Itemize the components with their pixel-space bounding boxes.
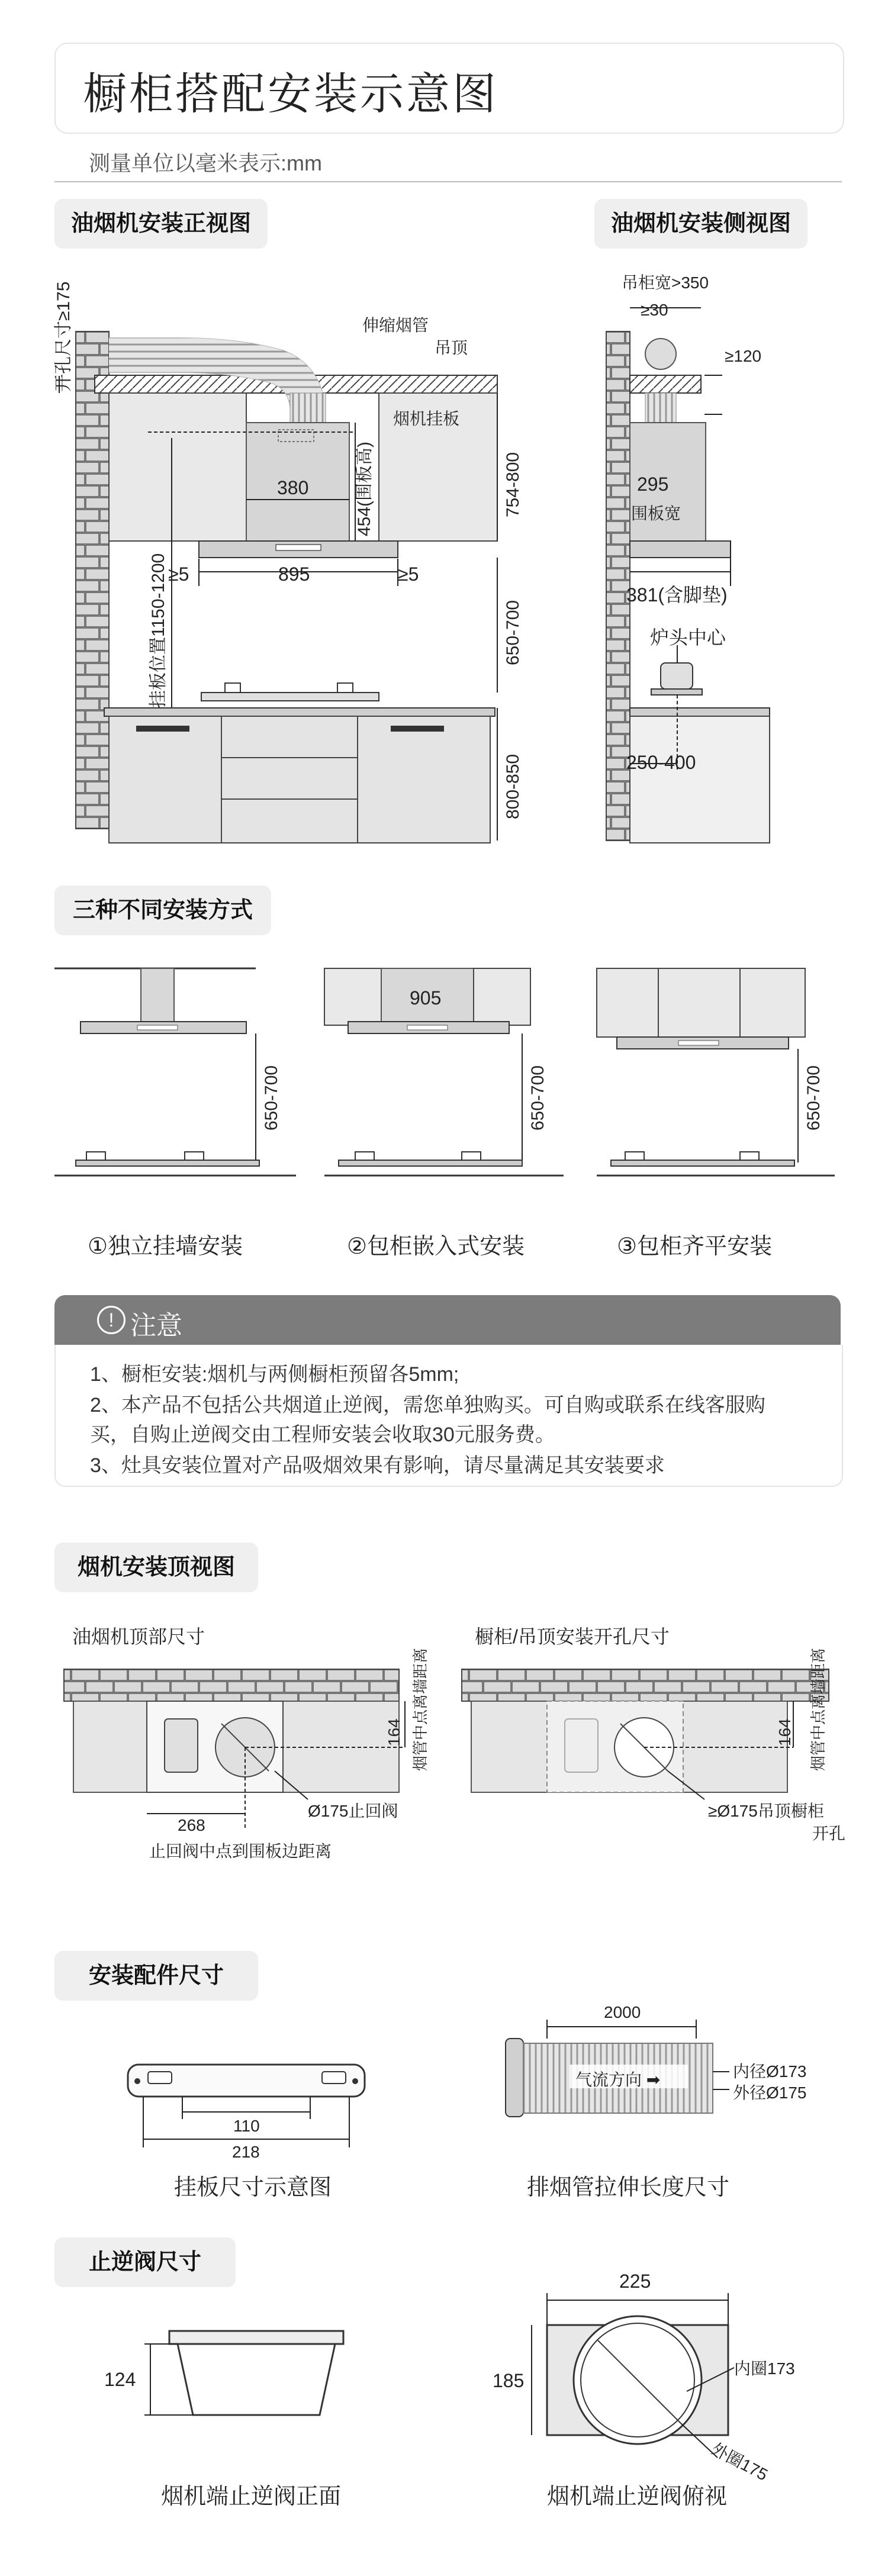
valve-dist-label: 止回阀中点到围板边距离	[149, 1842, 332, 1860]
top-right-title: 橱柜/吊顶安装开孔尺寸	[475, 1626, 670, 1647]
dim-218: 218	[232, 2143, 260, 2161]
dim-895: 895	[278, 564, 310, 585]
hole-label-2: 开孔	[812, 1824, 846, 1843]
dim-380: 380	[277, 477, 309, 498]
unit-note: 测量单位以毫米表示:mm	[89, 151, 322, 175]
notice-line-3: 买，自购止逆阀交由工程师安装会收取30元服务费。	[90, 1424, 555, 1446]
duct-caption: 排烟管拉伸长度尺寸	[527, 2175, 730, 2200]
front-view-heading: 油烟机安装正视图	[54, 199, 268, 249]
dim-185: 185	[493, 2370, 525, 2391]
method3-dim: 650-700	[804, 1065, 823, 1131]
hole-size-label: 开孔尺寸≥175	[54, 281, 73, 392]
dim-110: 110	[233, 2117, 260, 2135]
dim-650-700-front: 650-700	[503, 600, 523, 665]
valve-front-caption: 烟机端止逆阀正面	[161, 2484, 342, 2509]
outer-ring-label: 外圈175	[708, 2439, 771, 2484]
dim-250-400: 250-400	[626, 752, 696, 773]
gap-left: ≥5	[168, 564, 189, 585]
method3-caption: ③包柜齐平安装	[617, 1234, 773, 1259]
dim-381: 381(含脚垫)	[626, 584, 728, 606]
dist-label-right: 烟管中点离墙距离	[809, 1647, 827, 1771]
airflow-label	[575, 2067, 660, 2091]
plate-caption: 挂板尺寸示意图	[174, 2175, 332, 2200]
dim-454: 454(围板高)	[355, 441, 374, 536]
inner-ring-label: 内圈173	[734, 2359, 795, 2378]
method1-caption: ①独立挂墙安装	[88, 1234, 243, 1259]
method2-dim: 650-700	[528, 1065, 548, 1131]
notice-title: 注意	[130, 1311, 182, 1340]
gap-right: ≥5	[398, 564, 419, 585]
accessories-heading: 安装配件尺寸	[54, 1951, 258, 2001]
dim-225: 225	[619, 2271, 651, 2292]
dim-124: 124	[104, 2369, 136, 2390]
dist-label-left: 烟管中点离墙距离	[411, 1647, 429, 1771]
hole-label-1: ≥Ø175吊顶橱柜	[708, 1802, 824, 1820]
top-left-title: 油烟机顶部尺寸	[72, 1626, 205, 1647]
method2-caption: ②包柜嵌入式安装	[347, 1234, 525, 1259]
dim-164-left: 164	[385, 1718, 403, 1746]
method1-dim: 650-700	[262, 1065, 281, 1131]
plate-position: 挂板位置1150-1200	[149, 553, 168, 708]
dim-268: 268	[178, 1816, 205, 1834]
ceiling-label: 吊顶	[435, 339, 468, 357]
dim-905: 905	[410, 987, 442, 1009]
page-title: 橱柜搭配安装示意图	[83, 69, 498, 118]
dim-164-right: 164	[776, 1718, 794, 1746]
valve-top-caption: 烟机端止逆阀俯视	[547, 2484, 728, 2509]
valve-label: Ø175止回阀	[308, 1802, 398, 1820]
dim-754-800: 754-800	[503, 452, 523, 517]
top-view-heading: 烟机安装顶视图	[54, 1543, 258, 1592]
inner-diameter: 内径Ø173	[733, 2062, 807, 2081]
methods-heading: 三种不同安装方式	[54, 886, 271, 935]
notice-line-1: 1、橱柜安装:烟机与两侧橱柜预留各5mm;	[90, 1363, 459, 1386]
airflow-text: 气流方向	[575, 2071, 642, 2089]
cab-width-label: 吊柜宽>350	[622, 273, 709, 292]
panel-width-label: 围板宽	[631, 504, 681, 523]
dim-120: ≥120	[725, 347, 762, 365]
notice-line-4: 3、灶具安装位置对产品吸烟效果有影响，请尽量满足其安装要求	[90, 1454, 665, 1477]
arrow-right-icon: ➡	[646, 2071, 661, 2089]
valve-heading: 止逆阀尺寸	[54, 2237, 236, 2287]
info-icon: !	[97, 1306, 126, 1334]
notice-line-2: 2、本产品不包括公共烟道止逆阀，需您单独购买。可自购或联系在线客服购	[90, 1394, 765, 1416]
plate-label: 烟机挂板	[393, 410, 460, 428]
burner-label: 炉头中心	[650, 627, 726, 648]
duct-label: 伸缩烟管	[362, 316, 429, 334]
dim-2000: 2000	[604, 2003, 641, 2021]
dim-30: ≥30	[641, 301, 668, 319]
dim-800-850: 800-850	[503, 754, 523, 819]
dim-295: 295	[637, 474, 669, 495]
side-view-heading: 油烟机安装侧视图	[594, 199, 807, 249]
outer-diameter: 外径Ø175	[733, 2084, 807, 2102]
